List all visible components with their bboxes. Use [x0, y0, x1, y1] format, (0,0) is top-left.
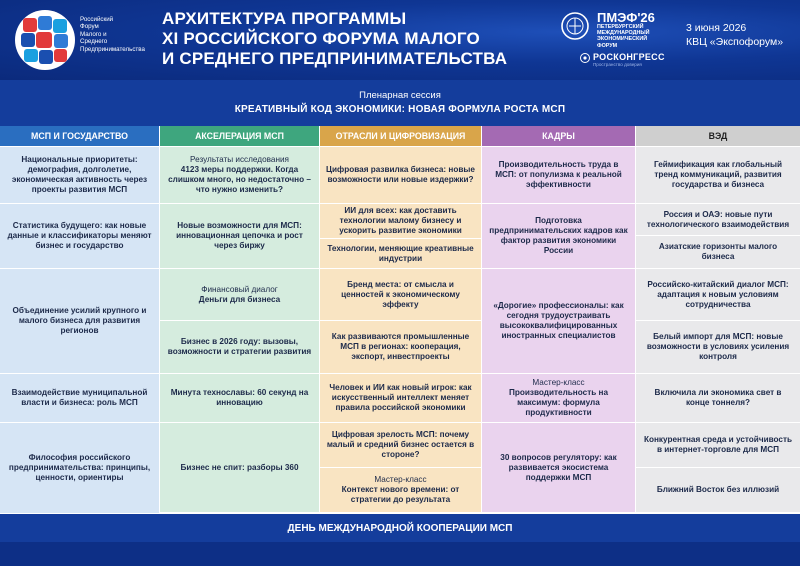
spief-title: ПМЭФ'26 [597, 10, 655, 25]
session-title: Бизнес в 2026 году: вызовы, возможности и стратегии развития [167, 337, 312, 356]
session-cell [482, 147, 635, 203]
session-title: «Дорогие» профессионалы: как сегодня трудоустраивать высококвалифицированных иностранных специалистов [493, 301, 624, 340]
session-cell [160, 321, 319, 373]
session-cell [482, 269, 635, 373]
session-format: Результаты исследования [190, 155, 289, 164]
session-title: Цифровая развилка бизнеса: новые возможности или новые издержки? [326, 165, 475, 184]
forum-name-line: Предпринимательства [80, 45, 145, 53]
session-cell [636, 204, 800, 235]
session-cell [636, 468, 800, 512]
plenary-session-banner [0, 80, 800, 126]
session-cell [320, 468, 481, 512]
column-header: МСП И ГОСУДАРСТВО [0, 126, 159, 146]
session-cell [320, 423, 481, 467]
column-personnel [482, 126, 635, 514]
session-title: Деньги для бизнеса [198, 294, 281, 304]
spief-subtitle-line: ПЕТЕРБУРГСКИЙ [597, 24, 644, 30]
forum-puzzle-logo [14, 9, 76, 71]
session-cell [636, 423, 800, 467]
page-title-line: И СРЕДНЕГО ПРЕДПРИНИМАТЕЛЬСТВА [162, 49, 508, 68]
forum-name-line: Малого и [80, 30, 107, 38]
session-title: Бренд места: от смысла и ценностей к экономическому эффекту [341, 279, 460, 309]
session-title: Производительность на максимум: формула продуктивности [508, 388, 609, 417]
page-title [162, 9, 542, 69]
session-title: Конкурентная среда и устойчивость в интернет-торговле для МСП [643, 435, 793, 454]
session-cell [482, 374, 635, 422]
column-acceleration [160, 126, 319, 514]
spief-subtitle-line: ЭКОНОМИЧЕСКИЙ [597, 36, 648, 43]
spief-emblem-icon [561, 12, 589, 40]
session-cell [0, 269, 159, 373]
session-title: Статистика будущего: как новые данные и классификаторы меняют бизнес и государство [7, 221, 152, 250]
session-title: 30 вопросов регулятору: как развивается экосистема поддержки МСП [500, 452, 617, 482]
session-cell [0, 374, 159, 422]
session-title: Азиатские горизонты малого бизнеса [658, 242, 778, 261]
session-cell [160, 374, 319, 422]
session-title: Новые возможности для МСП: инновационная цепочка и рост через биржу [176, 221, 303, 250]
session-cell [636, 374, 800, 422]
session-cell [320, 269, 481, 320]
session-format: Мастер-класс [374, 475, 427, 484]
page-title-line: XI РОССИЙСКОГО ФОРУМА МАЛОГО [162, 29, 480, 48]
spief-subtitle-line: МЕЖДУНАРОДНЫЙ [597, 30, 650, 37]
session-cell [636, 236, 800, 268]
session-title: Россия и ОАЭ: новые пути технологического взаимодействия [646, 209, 790, 229]
spief-subtitle [597, 24, 667, 49]
session-title: Взаимодействие муниципальной власти и бизнеса: роль МСП [11, 388, 148, 407]
session-title: Белый импорт для МСП: новые возможности в условиях усиления контроля [646, 332, 790, 361]
session-cell [160, 269, 319, 320]
session-title: Как развиваются промышленные МСП в регионах: кооперация, экспорт, инвестпроекты [331, 332, 470, 361]
session-title: Технологии, меняющие креативные индустрии [327, 243, 474, 263]
session-cell [482, 204, 635, 268]
session-title: Объединение усилий крупного и малого бизнеса для развития регионов [12, 306, 147, 335]
column-header: КАДРЫ [482, 126, 635, 146]
session-title: Контекст нового времени: от стратегии до результата [341, 485, 460, 504]
session-title: Производительность труда в МСП: от популизма к реальной эффективности [495, 160, 622, 189]
session-cell [320, 147, 481, 203]
session-cell [0, 204, 159, 268]
roscongress-tagline: Пространство доверия [593, 62, 642, 67]
session-cell [636, 321, 800, 373]
session-title: ИИ для всех: как доставить технологии малому бизнесу и ускорить развитие экономики [339, 206, 462, 235]
column-foreign-trade [636, 126, 800, 514]
session-title: Минута технославы: 60 секунд на инновацию [170, 388, 309, 407]
session-format: Мастер-класс [532, 378, 585, 387]
event-date: 3 июня 2026 [686, 22, 747, 34]
session-title: Цифровая зрелость МСП: почему малый и средний бизнес остается в стороне? [326, 430, 475, 459]
forum-name-line: Среднего [80, 38, 108, 46]
session-cell [482, 423, 635, 512]
session-cell [0, 147, 159, 203]
column-header: ОТРАСЛИ И ЦИФРОВИЗАЦИЯ [320, 126, 481, 146]
session-title: 4123 меры поддержки. Когда слишком много, но недостаточно – что нужно изменить? [168, 165, 311, 194]
session-cell [636, 147, 800, 203]
session-cell [636, 269, 800, 320]
plenary-label: Пленарная сессия [359, 90, 441, 101]
session-title: Бизнес не спит: разборы 360 [180, 462, 299, 472]
header [0, 0, 800, 80]
forum-name-line: Российский [80, 16, 114, 23]
column-header: АКСЕЛЕРАЦИЯ МСП [160, 126, 319, 146]
session-title: Включила ли экономика свет в конце тоннеля? [654, 388, 782, 407]
forum-name-line: Форум [80, 23, 99, 31]
session-title: Философия российского предпринимательства: принципы, ценности, ориентиры [8, 453, 151, 482]
session-title: Национальные приоритеты: демография, долголетие, экономическая активность через проекты развития МСП [11, 155, 148, 194]
session-cell [320, 374, 481, 422]
session-cell [0, 423, 159, 513]
session-cell [320, 321, 481, 373]
event-venue: КВЦ «Экспофорум» [686, 36, 784, 48]
session-cell [160, 423, 319, 512]
session-title: Человек и ИИ как новый игрок: как искусственный интеллект меняет правила российской экономики [329, 383, 472, 412]
forum-name [80, 16, 152, 53]
column-msp-government [0, 126, 159, 514]
footer-banner: ДЕНЬ МЕЖДУНАРОДНОЙ КООПЕРАЦИИ МСП [0, 514, 800, 542]
bottom-band [0, 542, 800, 566]
page-title-line: АРХИТЕКТУРА ПРОГРАММЫ [162, 9, 407, 28]
program-grid [0, 126, 800, 514]
session-cell [160, 204, 319, 268]
session-cell [160, 147, 319, 203]
roscongress-logo-icon [580, 53, 590, 63]
plenary-title: КРЕАТИВНЫЙ КОД ЭКОНОМИКИ: НОВАЯ ФОРМУЛА РОСТА МСП [234, 104, 566, 115]
session-format: Финансовый диалог [201, 284, 278, 294]
session-title: Геймификация как глобальный тренд коммуникаций, развития государства и бизнеса [653, 160, 782, 189]
column-industries-digitalization [320, 126, 481, 514]
session-title: Российско-китайский диалог МСП: адаптация к новым условиям сотрудничества [647, 279, 789, 309]
column-header: ВЭД [636, 126, 800, 146]
spief-subtitle-line: ФОРУМ [597, 42, 618, 49]
roscongress-name: РОСКОНГРЕСС [593, 52, 665, 62]
session-cell [320, 239, 481, 268]
session-cell [320, 204, 481, 238]
session-title: Ближний Восток без иллюзий [656, 485, 780, 494]
session-title: Подготовка предпринимательских кадров как фактор развития экономики России [489, 216, 628, 255]
